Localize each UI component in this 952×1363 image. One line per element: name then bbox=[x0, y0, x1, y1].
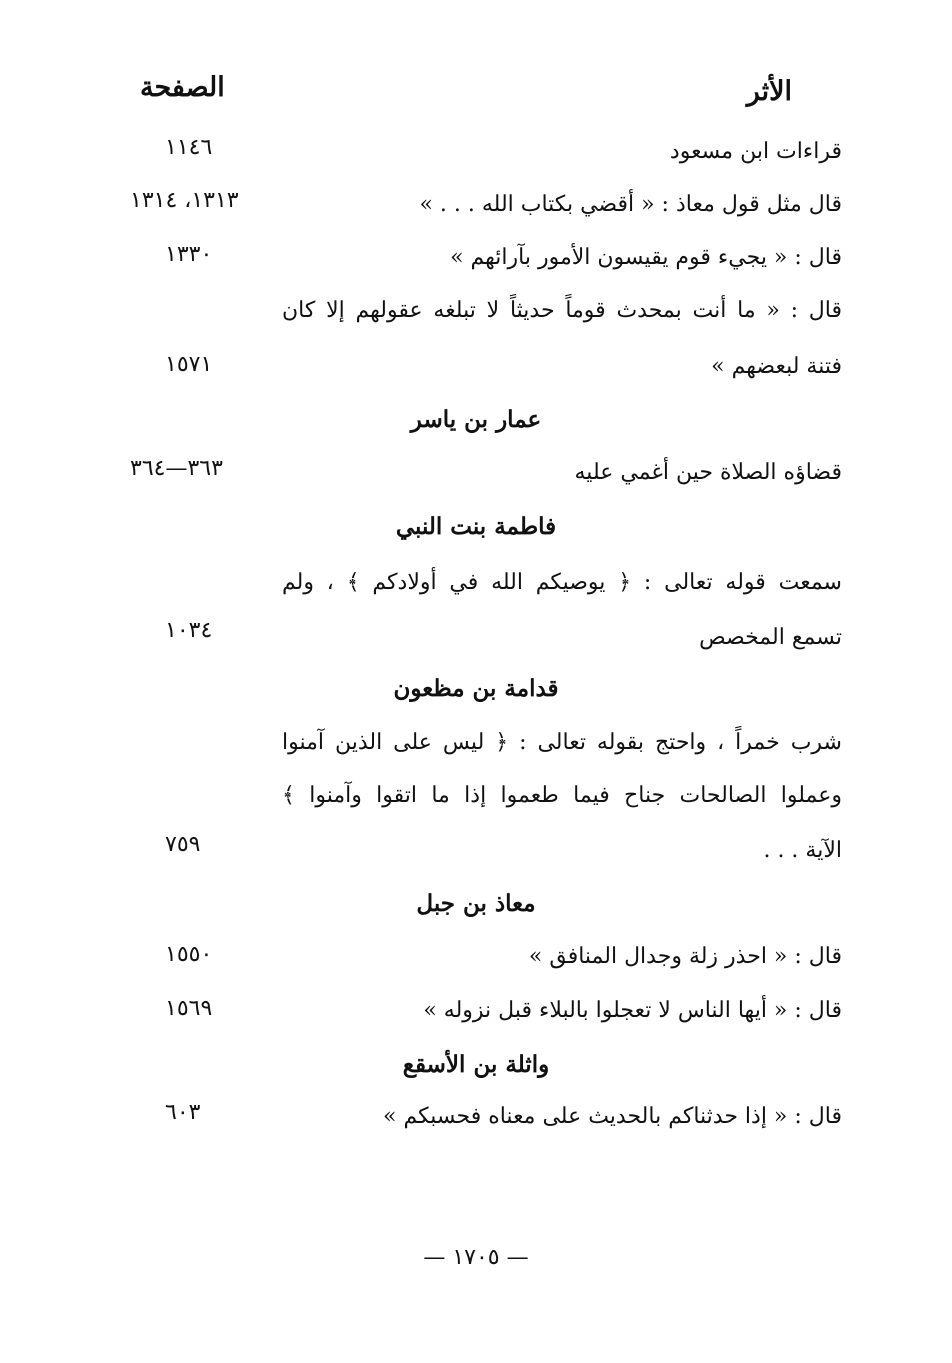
entry-page: ١٥٥٠ bbox=[165, 942, 213, 967]
entry-text: قراءات ابن مسعود bbox=[669, 139, 842, 164]
entry-page: ١٠٣٤ bbox=[165, 618, 213, 643]
entry-page: ٧٥٩ bbox=[165, 832, 201, 857]
section-title: عمار بن ياسر bbox=[410, 406, 542, 433]
entry-text: قال : « ما أنت بمحدث قوماً حديثاً لا تبلغه عقولهم إلا كان bbox=[282, 298, 842, 323]
entry-text: وعملوا الصالحات جناح فيما طعموا إذا ما اتقوا وآمنوا ﴾ bbox=[282, 783, 842, 808]
entry-text: شرب خمراً ، واحتج بقوله تعالى : ﴿ ليس على الذين آمنوا bbox=[282, 730, 842, 755]
entry-text: قال : « يجيء قوم يقيسون الأمور بآرائهم » bbox=[450, 245, 842, 270]
section-title: معاذ بن جبل bbox=[416, 890, 536, 917]
entry-text: قال : « احذر زلة وجدال المنافق » bbox=[528, 944, 842, 969]
entry-text: الآية . . . bbox=[763, 838, 842, 863]
entry-page: ٣٦٣—٣٦٤ bbox=[130, 456, 223, 481]
entry-page: ١٣٣٠ bbox=[165, 242, 213, 267]
section-title: فاطمة بنت النبي bbox=[395, 513, 557, 540]
column-header-page: الصفحة bbox=[140, 72, 225, 103]
section-title: قدامة بن مظعون bbox=[393, 675, 559, 702]
entry-text: قال : « إذا حدثناكم بالحديث على معناه فحسبكم » bbox=[382, 1104, 842, 1129]
column-header-athar: الأثر bbox=[746, 76, 792, 107]
entry-text: قضاؤه الصلاة حين أغمي عليه bbox=[574, 460, 842, 485]
entry-text: سمعت قوله تعالى : ﴿ يوصيكم الله في أولادكم ﴾ ، ولم bbox=[282, 570, 842, 595]
page-number: — ١٧٠٥ — bbox=[423, 1245, 529, 1270]
entry-text: فتنة لبعضهم » bbox=[711, 354, 842, 379]
entry-page: ١١٤٦ bbox=[165, 135, 213, 160]
section-title: واثلة بن الأسقع bbox=[402, 1051, 550, 1078]
entry-page: ٦٠٣ bbox=[165, 1100, 201, 1125]
entry-text: قال : « أيها الناس لا تعجلوا بالبلاء قبل نزوله » bbox=[423, 998, 842, 1023]
entry-page: ١٥٦٩ bbox=[165, 996, 213, 1021]
entry-page: ١٥٧١ bbox=[165, 352, 213, 377]
entry-page: ١٣١٣، ١٣١٤ bbox=[130, 188, 239, 213]
entry-text: قال مثل قول معاذ : « أقضي بكتاب الله . . . » bbox=[419, 192, 842, 217]
entry-text: تسمع المخصص bbox=[699, 625, 842, 650]
